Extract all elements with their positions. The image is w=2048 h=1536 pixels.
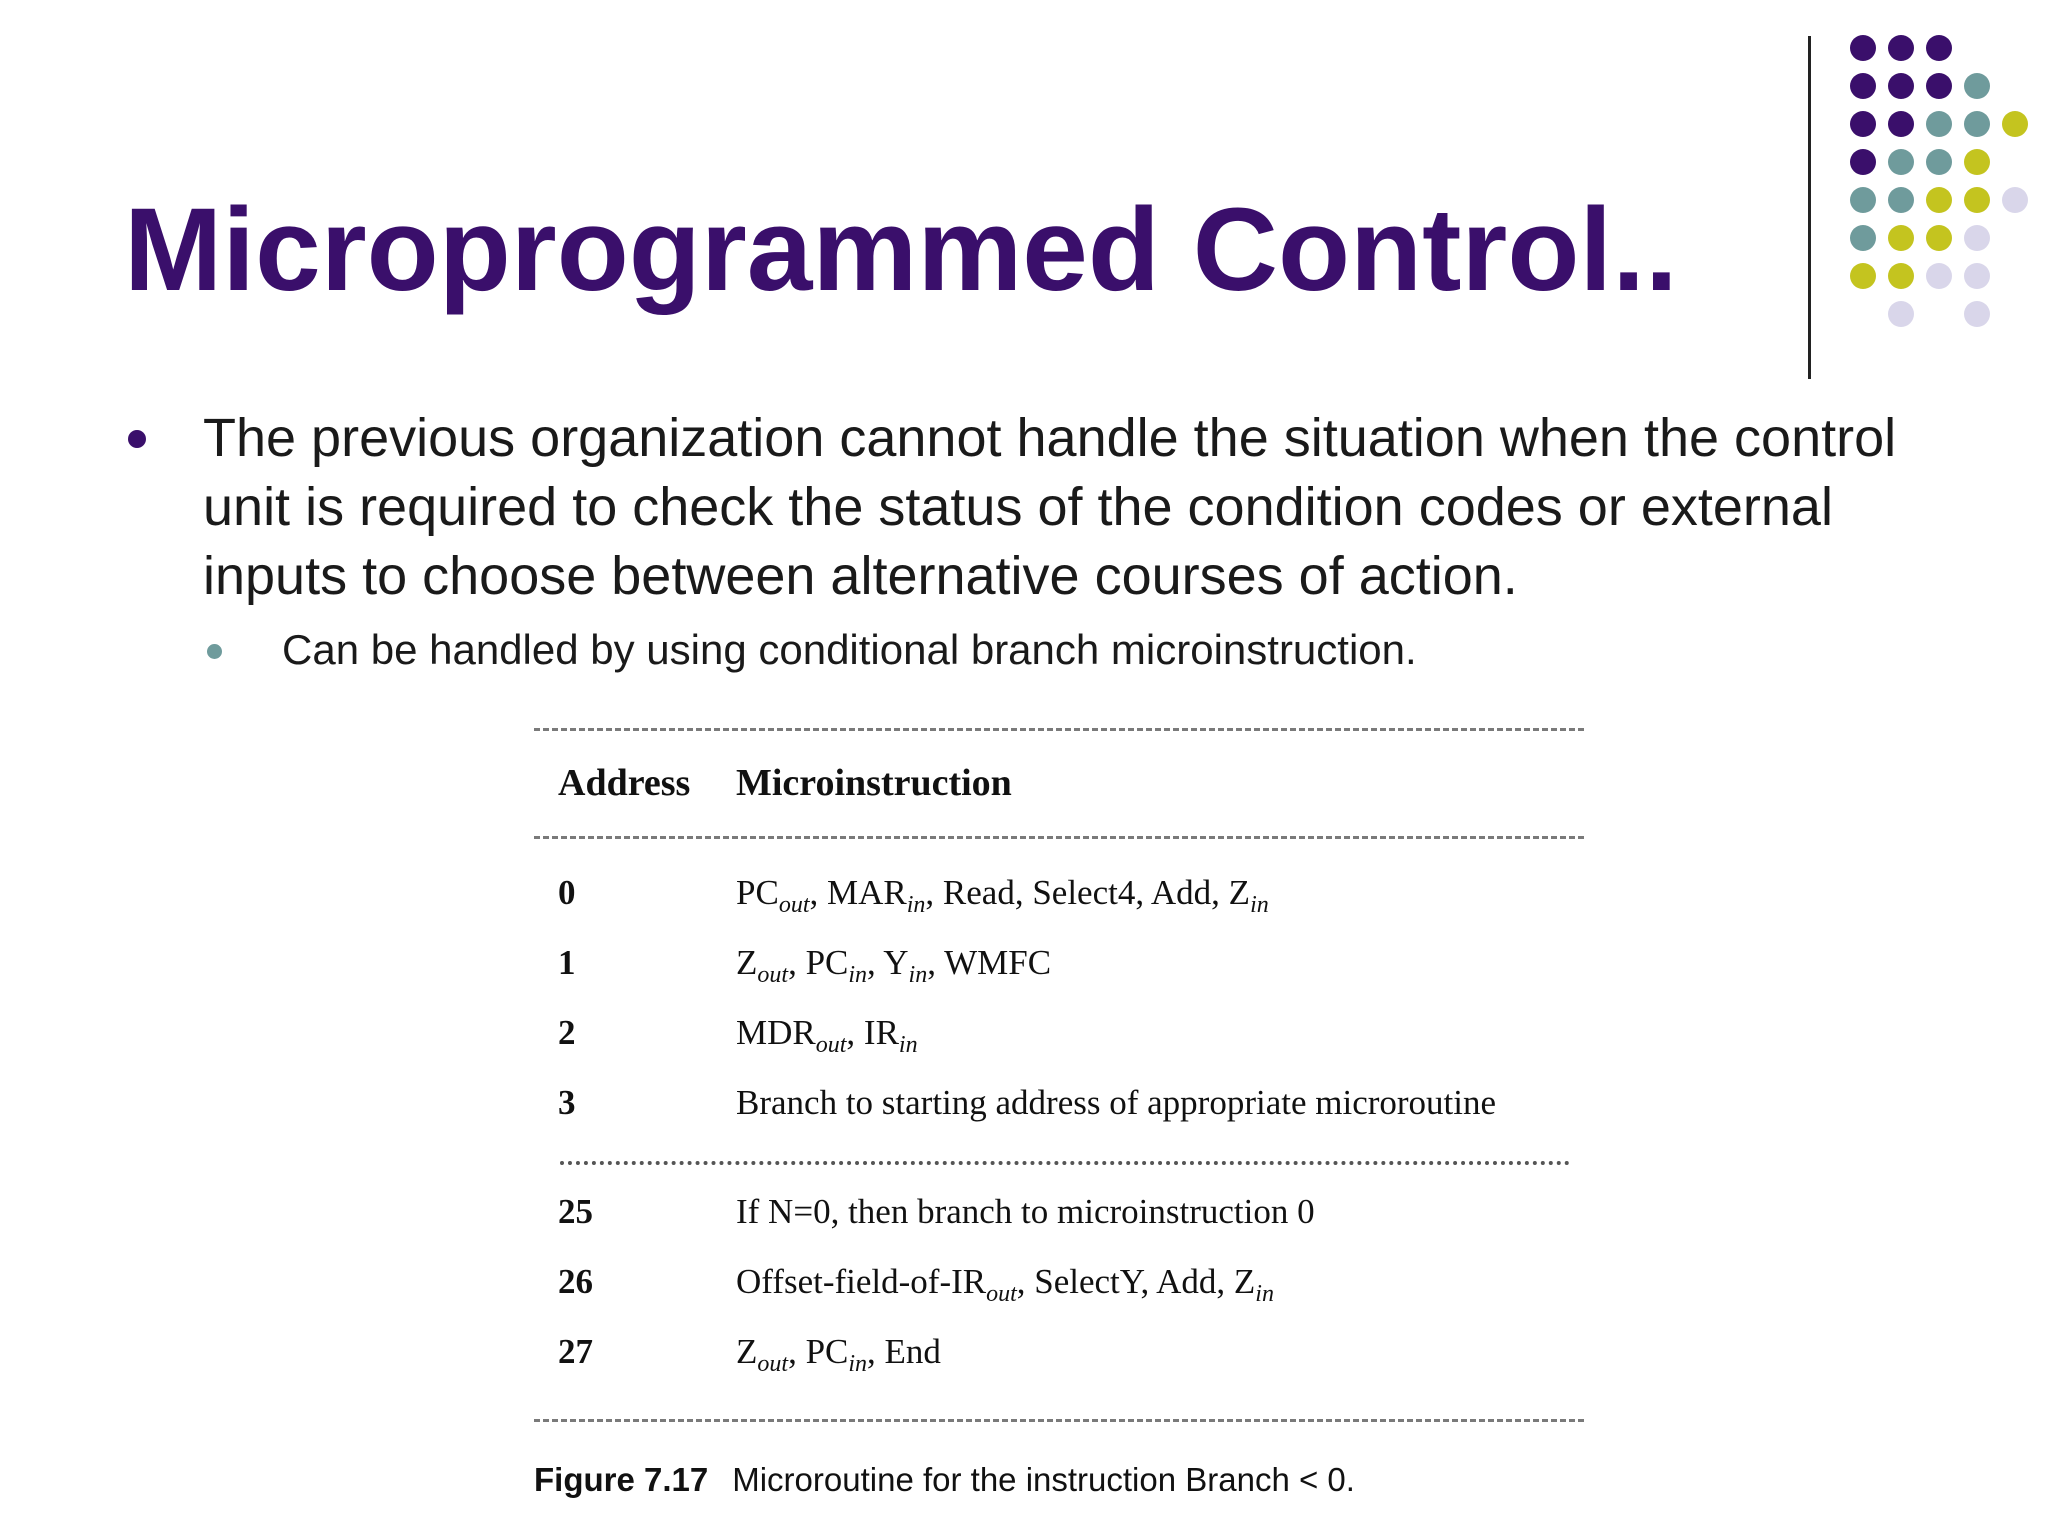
decor-dot xyxy=(1926,187,1952,213)
decor-dot xyxy=(1964,111,1990,137)
slide-title: Microprogrammed Control.. xyxy=(124,184,1678,316)
row-address: 26 xyxy=(558,1262,593,1301)
decor-dot xyxy=(2002,111,2028,137)
row-microinstruction: $PC_{out}$, $MAR_{in}$, Read, Select4, Add, $Z_{in}$ xyxy=(736,873,1269,918)
table-header-rule xyxy=(534,836,1584,839)
decor-dot xyxy=(1850,35,1876,61)
row-address: 1 xyxy=(558,943,576,982)
title-divider-line xyxy=(1808,36,1811,379)
table-row xyxy=(530,1078,1590,1138)
decor-dot xyxy=(1850,225,1876,251)
decor-dot xyxy=(1888,263,1914,289)
decor-dot xyxy=(1888,111,1914,137)
decor-dot xyxy=(1888,301,1914,327)
table-bottom-rule xyxy=(534,1419,1584,1422)
table-top-rule xyxy=(534,728,1584,731)
decor-dot xyxy=(1888,225,1914,251)
header-address: Address xyxy=(558,762,691,804)
microroutine-figure xyxy=(530,720,1590,1520)
main-bullet-text: The previous organization cannot handle the situation when the control unit is required to check the status of the condition codes or external inputs to choose between alternative courses of action. xyxy=(203,408,1897,606)
row-microinstruction: $MDR_{out}$, $IR_{in}$ xyxy=(736,1013,918,1058)
sub-bullet-text: Can be handled by using conditional branch microinstruction. xyxy=(282,626,1417,673)
figure-caption-label: Figure 7.17 xyxy=(534,1461,709,1498)
table-row xyxy=(530,868,1590,928)
decor-dot xyxy=(1888,187,1914,213)
sub-bullet-dot-icon xyxy=(207,644,222,659)
table-ellipsis-rule xyxy=(560,1161,1570,1165)
row-microinstruction: Branch to starting address of appropriate microroutine xyxy=(736,1083,1497,1122)
row-address: 0 xyxy=(558,873,576,912)
row-address: 2 xyxy=(558,1013,576,1052)
sub-bullet xyxy=(200,622,1800,678)
table-row xyxy=(530,1257,1590,1317)
figure-caption-text: Microroutine for the instruction Branch < 0. xyxy=(732,1461,1355,1498)
decor-dot xyxy=(1850,263,1876,289)
main-bullet xyxy=(122,404,1942,611)
decor-dot xyxy=(2002,187,2028,213)
table-row xyxy=(530,1187,1590,1247)
decor-dot xyxy=(1926,35,1952,61)
decor-dot xyxy=(1964,225,1990,251)
decor-dot xyxy=(1964,73,1990,99)
row-microinstruction: If N=0, then branch to microinstruction 0 xyxy=(736,1192,1315,1231)
table-row xyxy=(530,1008,1590,1068)
header-microinstruction: Microinstruction xyxy=(736,762,1012,804)
row-microinstruction: Offset-$field-of-IR_{out}$, SelectY, Add, $Z_{in}$ xyxy=(736,1262,1274,1307)
decor-dot xyxy=(1926,263,1952,289)
row-address: 27 xyxy=(558,1332,593,1371)
row-microinstruction: $Z_{out}$, $PC_{in}$, $Y_{in}$, WMFC xyxy=(736,943,1052,988)
decor-dot xyxy=(1926,149,1952,175)
row-microinstruction: $Z_{out}$, $PC_{in}$, End xyxy=(736,1332,941,1377)
table-row xyxy=(530,938,1590,998)
decor-dot xyxy=(1850,187,1876,213)
decor-dot xyxy=(1964,301,1990,327)
decor-dot xyxy=(1964,263,1990,289)
row-address: 25 xyxy=(558,1192,593,1231)
decor-dot xyxy=(1888,149,1914,175)
decor-dot xyxy=(1926,111,1952,137)
decor-dot xyxy=(1964,149,1990,175)
row-address: 3 xyxy=(558,1083,576,1122)
decor-dot xyxy=(1888,73,1914,99)
decor-dot xyxy=(1850,73,1876,99)
decor-dot xyxy=(1850,149,1876,175)
figure-caption xyxy=(534,1458,1355,1502)
bullet-dot-icon xyxy=(128,430,146,448)
decor-dot xyxy=(1964,187,1990,213)
decor-dot xyxy=(1926,73,1952,99)
decor-dot xyxy=(1888,35,1914,61)
table-row xyxy=(530,1327,1590,1387)
decor-dot xyxy=(1926,225,1952,251)
decor-dot xyxy=(1850,111,1876,137)
